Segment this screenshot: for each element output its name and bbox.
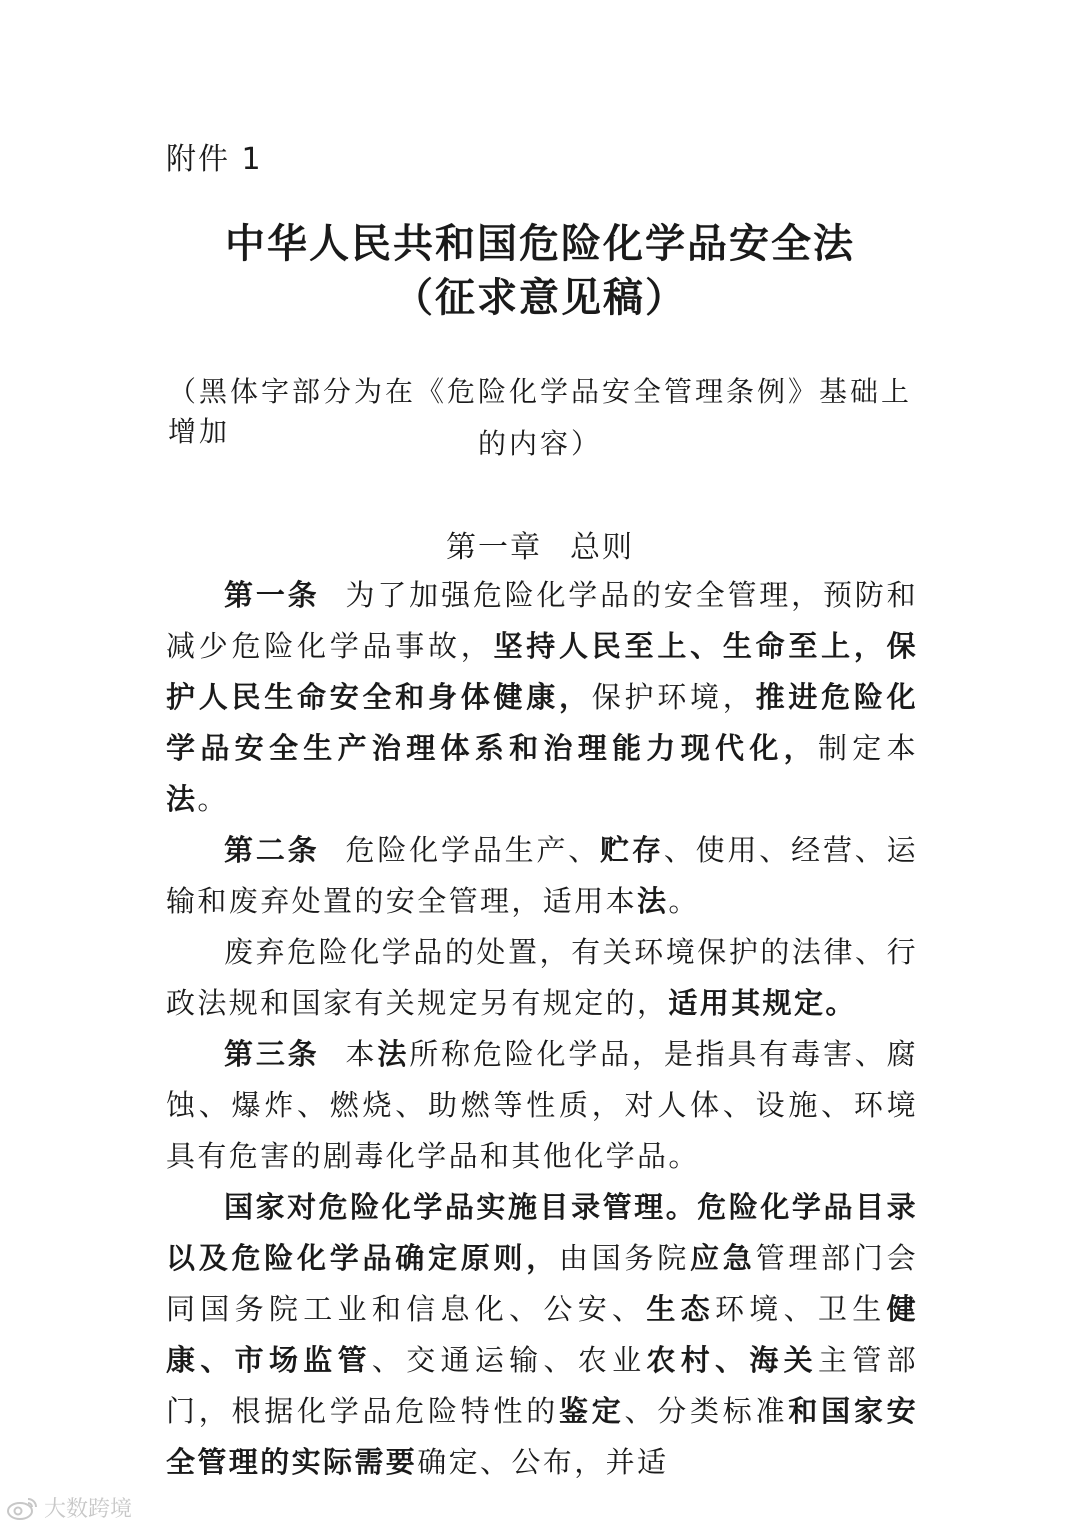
original-text-segment: 环境、卫生: [715, 1292, 887, 1326]
original-text-segment: 为了加强危险化学品的安全管理，预防和减少危险化学品事故，: [166, 578, 919, 663]
added-text-segment: 法: [637, 884, 669, 918]
explanatory-note-line2: 的内容）: [477, 427, 602, 460]
added-text-segment: 生态: [646, 1292, 715, 1326]
clause-paragraph: [166, 927, 918, 1029]
law-title: 中华人民共和国危险化学品安全法: [225, 221, 855, 267]
chapter-name: 总则: [570, 530, 634, 565]
added-text-segment: 法: [377, 1037, 410, 1071]
original-text-segment: 废弃危险化学品的处置，有关环境保护的法律、行政法规和国家有关规定另有规定的，: [166, 935, 918, 1020]
original-text-segment: 本: [345, 1037, 378, 1071]
added-text-segment: 国家对危险化学品实施目录管理。危险化学品目录以及危险化学品确定原则，: [166, 1190, 918, 1275]
original-text-segment: 由国务院: [559, 1241, 691, 1275]
chapter-number: 第一章: [446, 530, 542, 565]
watermark-text: 大数跨境: [44, 1497, 133, 1522]
added-text-segment: 应急: [690, 1241, 756, 1275]
weibo-logo-icon: [6, 1495, 40, 1521]
added-text-segment: 坚持人民至上、生命至上，保护人民生命安全和身体健康，: [166, 629, 918, 714]
original-text-segment: 。: [668, 884, 700, 918]
clause-paragraph: [166, 1182, 918, 1488]
original-text-segment: 保护环境，: [591, 680, 756, 714]
added-text-segment: 推进危险化学品安全生产治理体系和治理能力现代化，: [166, 680, 918, 765]
original-text-segment: 。: [197, 782, 229, 816]
watermark: [6, 1492, 132, 1523]
added-text-segment: 适用其规定。: [668, 986, 857, 1020]
chapter-heading: [0, 522, 1080, 566]
original-text-segment: 所称危险化学品，是指具有毒害、腐蚀、爆炸、燃烧、助燃等性质，对人体、设施、环境具有危害的剧毒化学品和其他化学品。: [166, 1037, 919, 1173]
original-text-segment: 制定本: [817, 731, 918, 765]
document-body: [166, 570, 918, 1488]
added-text-segment: 鉴定: [559, 1394, 625, 1428]
added-text-segment: 法: [166, 782, 198, 816]
article-number: 第二条: [224, 833, 320, 867]
attachment-label: 附件 1: [166, 142, 263, 177]
original-text-segment: 、使用、经营、运输和废弃处置的安全管理，适用本: [166, 833, 919, 918]
article-number: 第三条: [224, 1037, 320, 1071]
original-text-segment: 确定、公布，并适: [417, 1445, 669, 1479]
article-paragraph: [166, 570, 918, 825]
article-paragraph: [166, 825, 918, 927]
draft-subtitle: （征求意见稿）: [393, 275, 687, 321]
original-text-segment: 危险化学品生产、: [345, 833, 601, 867]
added-text-segment: 贮存: [600, 833, 664, 867]
article-number: 第一条: [224, 578, 320, 612]
original-text-segment: 管理部门会同国务院工业和信息化、公安、: [166, 1241, 918, 1326]
added-text-segment: 农村、海关: [646, 1343, 818, 1377]
original-text-segment: 、交通运输、农业: [371, 1343, 647, 1377]
added-text-segment: 和国家安全管理的实际需要: [166, 1394, 918, 1479]
article-paragraph: [166, 1029, 918, 1182]
original-text-segment: 主管部门，根据化学品危险特性的: [166, 1343, 919, 1428]
explanatory-note-line1: （黑体字部分为在《危险化学品安全管理条例》基础上增加: [168, 375, 913, 448]
original-text-segment: 、分类标准: [624, 1394, 789, 1428]
added-text-segment: 健康、市场监管: [166, 1292, 918, 1377]
